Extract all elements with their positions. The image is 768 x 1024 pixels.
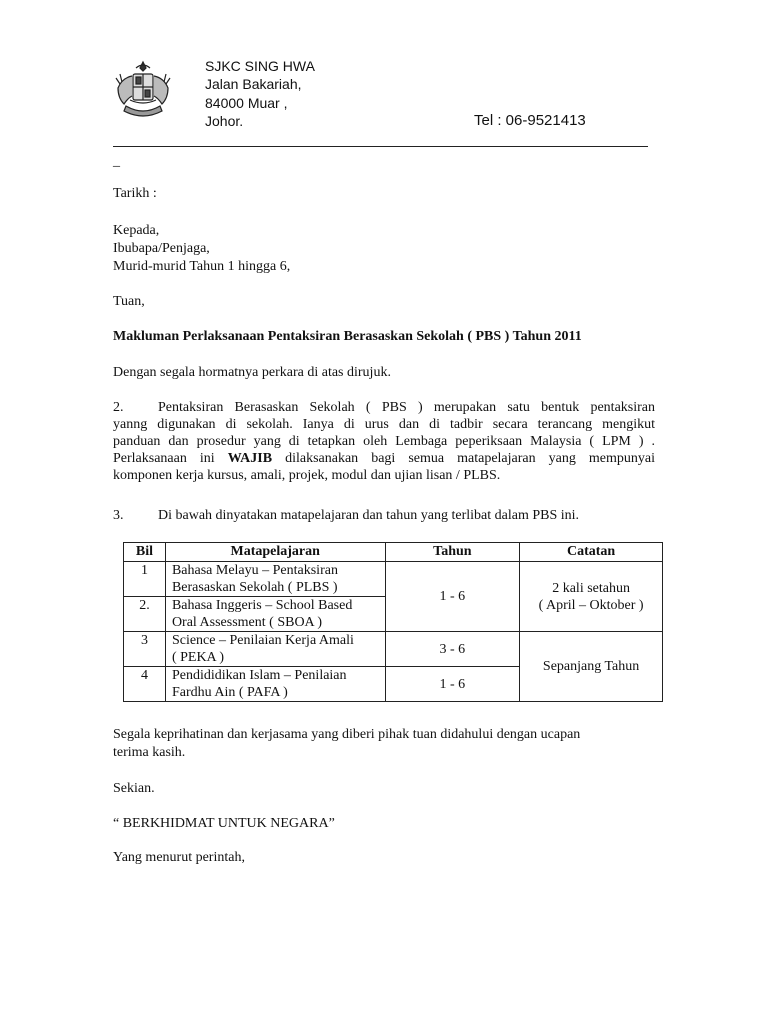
paragraph-number: 2. xyxy=(113,400,124,415)
catatan-line: ( April – Oktober ) xyxy=(538,597,644,613)
subject-cell xyxy=(165,562,385,597)
column-header: Tahun xyxy=(385,543,520,562)
school-name: SJKC SING HWA xyxy=(205,58,315,74)
salutation: Tuan, xyxy=(113,294,145,309)
paragraph-text: Pentaksiran Berasaskan Sekolah ( PBS ) merupakan satu bentuk pentaksiran xyxy=(158,400,655,415)
intro-text: Dengan segala hormatnya perkara di atas dirujuk. xyxy=(113,365,391,380)
subject-line: Bahasa Inggeris – School Based xyxy=(171,598,353,613)
bil-cell: 2. xyxy=(124,597,166,632)
subject-line: ( PEKA ) xyxy=(171,650,225,665)
recipient-line: Ibubapa/Penjaga, xyxy=(113,241,210,256)
address-line: 84000 Muar , xyxy=(205,95,288,111)
sign-off-text: Yang menurut perintah, xyxy=(113,850,245,865)
subject-cell xyxy=(165,632,385,667)
paragraph-line: panduan dan prosedur yang di tetapkan oleh Lembaga peperiksaan Malaysia ( LPM ) . xyxy=(113,434,655,449)
header-divider xyxy=(113,146,648,147)
paragraph-2 xyxy=(113,399,655,484)
subjects-table xyxy=(123,542,663,702)
bil-cell: 4 xyxy=(124,667,166,702)
catatan-cell xyxy=(520,562,663,632)
subject-cell xyxy=(165,597,385,632)
paragraph-text: Perlaksanaan ini xyxy=(113,451,228,466)
column-header: Catatan xyxy=(520,543,663,562)
paragraph-number: 3. xyxy=(113,508,124,523)
paragraph-text: dilaksanakan bagi semua matapelajaran yang mempunyai xyxy=(272,451,655,466)
catatan-line: 2 kali setahun xyxy=(552,580,630,596)
closing-text: Segala keprihatinan dan kerjasama yang diberi pihak tuan didahului dengan ucapan xyxy=(113,727,581,742)
paragraph-3 xyxy=(113,507,579,524)
closing-text: terima kasih. xyxy=(113,745,186,760)
column-header: Bil xyxy=(124,543,166,562)
table-header-row xyxy=(124,543,663,562)
motto-text: “ BERKHIDMAT UNTUK NEGARA” xyxy=(113,816,335,831)
recipient-line: Kepada, xyxy=(113,223,160,238)
bil-cell: 1 xyxy=(124,562,166,597)
emphasis-text: WAJIB xyxy=(227,451,273,466)
subject-line: Bahasa Melayu – Pentaksiran xyxy=(171,563,338,578)
subject-cell xyxy=(165,667,385,702)
table-row xyxy=(124,632,663,667)
sekian-text: Sekian. xyxy=(113,781,155,796)
subject-line: Oral Assessment ( SBOA ) xyxy=(171,615,323,630)
paragraph-text: Di bawah dinyatakan matapelajaran dan tahun yang terlibat dalam PBS ini. xyxy=(158,508,580,523)
bil-cell: 3 xyxy=(124,632,166,667)
divider-dash: _ xyxy=(113,154,120,169)
subject-heading: Makluman Perlaksanaan Pentaksiran Berasaskan Sekolah ( PBS ) Tahun 2011 xyxy=(113,329,582,344)
catatan-cell: Sepanjang Tahun xyxy=(520,632,663,702)
paragraph-line: komponen kerja kursus, amali, projek, modul dan ujian lisan / PLBS. xyxy=(113,468,501,483)
tahun-cell: 1 - 6 xyxy=(385,667,520,702)
subject-line: Pendididikan Islam – Penilaian xyxy=(171,668,347,683)
paragraph-line xyxy=(113,450,655,467)
address-line: Johor. xyxy=(205,113,244,129)
telephone: Tel : 06-9521413 xyxy=(474,112,586,129)
tahun-cell: 1 - 6 xyxy=(385,562,520,632)
subject-line: Berasaskan Sekolah ( PLBS ) xyxy=(171,580,338,595)
subject-line: Science – Penilaian Kerja Amali xyxy=(171,633,354,648)
subject-line: Fardhu Ain ( PAFA ) xyxy=(171,685,288,700)
date-label: Tarikh : xyxy=(113,186,157,201)
column-header: Matapelajaran xyxy=(165,543,385,562)
paragraph-line: yanng digunakan di sekolah. Ianya di urus dan di tadbir secara terancang mengikut xyxy=(113,417,655,432)
address-line: Jalan Bakariah, xyxy=(205,76,302,92)
paragraph-line xyxy=(113,399,655,416)
coat-of-arms-logo xyxy=(112,58,174,122)
recipient-line: Murid-murid Tahun 1 hingga 6, xyxy=(113,259,291,274)
tahun-cell: 3 - 6 xyxy=(385,632,520,667)
table-row xyxy=(124,562,663,597)
